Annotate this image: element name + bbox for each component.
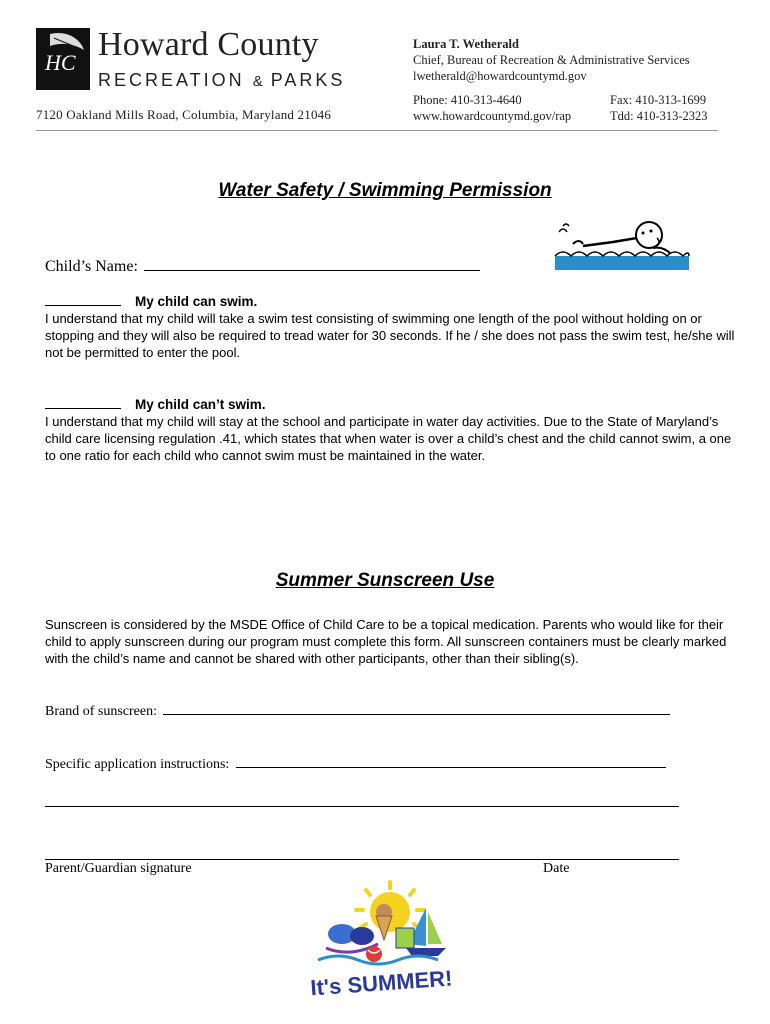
sand-bucket-icon [396, 928, 414, 948]
contact-website[interactable]: www.howardcountymd.gov/rap [413, 109, 572, 123]
sunscreen-title: Summer Sunscreen Use [275, 570, 495, 591]
summer-clipart [308, 878, 468, 1003]
org-name: Howard County [98, 26, 319, 63]
header-divider [36, 130, 718, 131]
contact-title: Chief, Bureau of Recreation & Administrative Services [413, 53, 690, 67]
logo-text: HC [45, 50, 76, 75]
sunscreen-brand-field [45, 701, 670, 720]
org-subtitle [98, 70, 345, 91]
can-swim-check-line[interactable] [45, 294, 121, 306]
child-name-input[interactable] [144, 256, 480, 271]
sunscreen-brand-label: Brand of sunscreen: [45, 704, 157, 719]
child-name-label: Child’s Name: [45, 258, 138, 275]
application-instructions-label: Specific application instructions: [45, 757, 230, 772]
contact-phone: Phone: 410-313-4640 [413, 93, 522, 107]
application-instructions-line-2[interactable] [45, 806, 679, 807]
application-instructions-input[interactable] [236, 754, 666, 768]
child-name-field [45, 256, 480, 276]
date-label: Date [543, 861, 570, 876]
county-logo [36, 28, 90, 90]
contact-block [413, 36, 690, 84]
cant-swim-check-line[interactable] [45, 397, 121, 409]
contact-email[interactable]: lwetherald@howardcountymd.gov [413, 69, 587, 83]
ice-cream-icon [376, 904, 392, 940]
contact-phone-web [413, 92, 571, 124]
org-subtitle-ampersand: & [252, 73, 263, 90]
can-swim-text: I understand that my child will take a swim test consisting of swimming one length of the pool without holding on or stopping and they will also be required to tread water for 30 seconds. If he / she does not pass the swim test, he/she will not be permitted to enter the pool. [45, 311, 735, 360]
org-address: 7120 Oakland Mills Road, Columbia, Maryland 21046 [36, 107, 332, 122]
application-instructions-field [45, 754, 666, 773]
contact-name: Laura T. Wetherald [413, 37, 519, 51]
org-subtitle-parks: PARKS [270, 70, 346, 90]
water-safety-title: Water Safety / Swimming Permission [218, 180, 552, 201]
ball-icon [366, 946, 382, 962]
summer-text: It's SUMMER! [309, 965, 454, 998]
contact-tdd: Tdd: 410-313-2323 [610, 109, 708, 123]
can-swim-label: My child can swim. [135, 294, 258, 309]
parent-signature-label: Parent/Guardian signature [45, 861, 192, 876]
org-subtitle-recreation: RECREATION [98, 70, 245, 90]
sunscreen-brand-input[interactable] [163, 701, 670, 715]
cant-swim-text: I understand that my child will stay at the school and participate in water day activities. Due to the State of Maryland’s child care licensing regulation .41, which states that when water is over a child’s chest and the child cannot swim, a one to one ratio for each child who cannot swim must be maintained in the water. [45, 414, 732, 463]
cant-swim-label: My child can’t swim. [135, 397, 266, 412]
signature-line[interactable] [45, 859, 679, 860]
contact-fax: Fax: 410-313-1699 [610, 93, 707, 107]
swimmer-icon [553, 218, 693, 279]
contact-fax-tdd [610, 92, 708, 124]
option-cant-swim [45, 396, 735, 464]
sunscreen-description: Sunscreen is considered by the MSDE Office of Child Care to be a topical medication. Parents who would like for their child to apply sunscreen during our program must complete this form. All sunscreen containers must be clearly marked with the child’s name and cannot be shared with other participants, other than their sibling(s). [45, 617, 727, 666]
option-can-swim [45, 293, 735, 361]
